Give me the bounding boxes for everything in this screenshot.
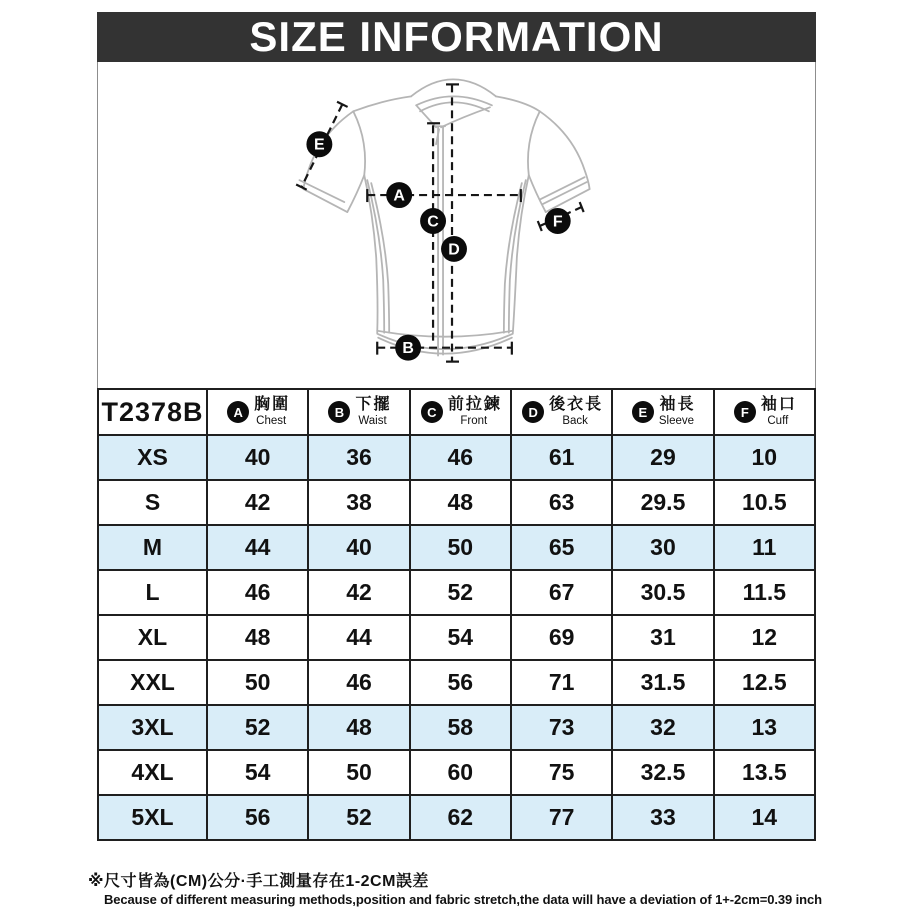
column-label-zh: 前拉鍊 xyxy=(447,396,502,414)
value-cell: 46 xyxy=(207,570,308,615)
value-cell: 36 xyxy=(308,435,409,480)
column-header-e xyxy=(612,389,713,435)
table-row-xl xyxy=(98,615,815,660)
column-header-f xyxy=(714,389,815,435)
value-cell: 52 xyxy=(308,795,409,840)
value-cell: 46 xyxy=(410,435,511,480)
column-label-en: Chest xyxy=(256,414,287,427)
column-header-content xyxy=(309,396,408,427)
value-cell: 50 xyxy=(308,750,409,795)
value-cell: 50 xyxy=(410,525,511,570)
value-cell: 58 xyxy=(410,705,511,750)
size-table xyxy=(97,388,816,841)
value-cell: 56 xyxy=(207,795,308,840)
armhole-right xyxy=(528,111,540,175)
marker-d-badge: D xyxy=(522,401,544,423)
size-cell: 4XL xyxy=(98,750,207,795)
value-cell: 31.5 xyxy=(612,660,713,705)
table-row-m xyxy=(98,525,815,570)
marker-a xyxy=(386,182,412,208)
column-label-zh: 袖口 xyxy=(760,396,797,414)
value-cell: 69 xyxy=(511,615,612,660)
value-cell: 44 xyxy=(207,525,308,570)
column-label-zh: 下擺 xyxy=(355,396,392,414)
column-header-d xyxy=(511,389,612,435)
marker-e-badge: E xyxy=(632,401,654,423)
value-cell: 40 xyxy=(308,525,409,570)
marker-e-letter: E xyxy=(314,136,325,154)
value-cell: 73 xyxy=(511,705,612,750)
column-header-labels xyxy=(254,396,291,427)
column-header-b xyxy=(308,389,409,435)
column-header-labels xyxy=(761,396,795,427)
marker-f-letter: F xyxy=(552,213,563,231)
value-cell: 42 xyxy=(308,570,409,615)
value-cell: 32.5 xyxy=(612,750,713,795)
jersey-diagram xyxy=(97,62,816,390)
marker-f-badge: F xyxy=(734,401,756,423)
value-cell: 10.5 xyxy=(714,480,815,525)
footnote-zh: ※尺寸皆為(CM)公分·手工測量存在1-2CM誤差 xyxy=(88,873,429,890)
marker-c-badge: C xyxy=(421,401,443,423)
value-cell: 52 xyxy=(410,570,511,615)
value-cell: 62 xyxy=(410,795,511,840)
page-title: SIZE INFORMATION xyxy=(249,13,664,60)
marker-e xyxy=(306,131,332,157)
value-cell: 61 xyxy=(511,435,612,480)
column-header-c xyxy=(410,389,511,435)
measure-tick-e-bottom xyxy=(296,185,307,190)
table-row-xs xyxy=(98,435,815,480)
size-cell: XL xyxy=(98,615,207,660)
value-cell: 60 xyxy=(410,750,511,795)
table-row-3xl xyxy=(98,705,815,750)
value-cell: 10 xyxy=(714,435,815,480)
value-cell: 56 xyxy=(410,660,511,705)
value-cell: 71 xyxy=(511,660,612,705)
column-header-a xyxy=(207,389,308,435)
column-label-en: Cuff xyxy=(767,414,789,427)
column-label-en: Sleeve xyxy=(658,414,695,427)
column-header-content xyxy=(411,396,510,427)
size-cell: M xyxy=(98,525,207,570)
value-cell: 12.5 xyxy=(714,660,815,705)
size-cell: XS xyxy=(98,435,207,480)
value-cell: 29 xyxy=(612,435,713,480)
size-cell: 3XL xyxy=(98,705,207,750)
column-label-zh: 胸圍 xyxy=(254,396,291,414)
sleeve-right-under xyxy=(529,175,546,212)
column-header-labels xyxy=(448,396,500,427)
column-header-labels xyxy=(549,396,604,427)
size-cell: L xyxy=(98,570,207,615)
marker-d-letter: D xyxy=(448,241,460,259)
product-code-cell: T2378B xyxy=(98,389,207,435)
sleeve-left-under xyxy=(347,175,364,212)
value-cell: 29.5 xyxy=(612,480,713,525)
value-cell: 32 xyxy=(612,705,713,750)
value-cell: 48 xyxy=(308,705,409,750)
collar-inner-path-1 xyxy=(416,96,492,105)
collar-outer-path xyxy=(411,79,496,96)
table-row-4xl xyxy=(98,750,815,795)
value-cell: 30.5 xyxy=(612,570,713,615)
value-cell: 13.5 xyxy=(714,750,815,795)
value-cell: 31 xyxy=(612,615,713,660)
column-label-en: Back xyxy=(562,414,588,427)
column-label-en: Waist xyxy=(358,414,387,427)
jersey-diagram-svg xyxy=(98,62,815,390)
value-cell: 30 xyxy=(612,525,713,570)
collar-lapel-right xyxy=(441,107,490,127)
size-cell: S xyxy=(98,480,207,525)
column-header-content xyxy=(613,396,712,427)
value-cell: 52 xyxy=(207,705,308,750)
value-cell: 65 xyxy=(511,525,612,570)
table-row-l xyxy=(98,570,815,615)
column-label-en: Front xyxy=(460,414,488,427)
value-cell: 11 xyxy=(714,525,815,570)
table-row-xxl xyxy=(98,660,815,705)
table-row-5xl xyxy=(98,795,815,840)
value-cell: 50 xyxy=(207,660,308,705)
marker-c-letter: C xyxy=(427,213,439,231)
value-cell: 75 xyxy=(511,750,612,795)
value-cell: 33 xyxy=(612,795,713,840)
footnote-en: Because of different measuring methods,position and fabric stretch,the data will have a deviation of 1+-2cm=0.39 inch xyxy=(104,892,822,907)
value-cell: 67 xyxy=(511,570,612,615)
column-header-content xyxy=(715,396,814,427)
marker-d xyxy=(441,236,467,262)
value-cell: 13 xyxy=(714,705,815,750)
shoulder-left-path xyxy=(353,96,411,111)
shoulder-right-path xyxy=(496,96,540,111)
title-bar xyxy=(97,12,816,62)
column-header-labels xyxy=(355,396,392,427)
size-cell: 5XL xyxy=(98,795,207,840)
value-cell: 48 xyxy=(410,480,511,525)
armhole-left xyxy=(353,111,365,175)
collar-inner-path-2 xyxy=(420,102,489,111)
value-cell: 54 xyxy=(207,750,308,795)
column-header-labels xyxy=(659,396,694,427)
value-cell: 40 xyxy=(207,435,308,480)
value-cell: 14 xyxy=(714,795,815,840)
table-body xyxy=(98,435,815,840)
size-cell: XXL xyxy=(98,660,207,705)
header-row xyxy=(98,389,815,435)
marker-b-letter: B xyxy=(402,340,414,358)
column-header-content xyxy=(512,396,611,427)
value-cell: 11.5 xyxy=(714,570,815,615)
value-cell: 54 xyxy=(410,615,511,660)
table-row-s xyxy=(98,480,815,525)
value-cell: 77 xyxy=(511,795,612,840)
marker-b xyxy=(395,335,421,361)
marker-b-badge: B xyxy=(328,401,350,423)
hem-top-line xyxy=(377,331,513,337)
column-label-zh: 袖長 xyxy=(659,396,696,414)
marker-c xyxy=(420,208,446,234)
marker-a-letter: A xyxy=(393,187,405,205)
column-header-content xyxy=(208,396,307,427)
value-cell: 46 xyxy=(308,660,409,705)
value-cell: 42 xyxy=(207,480,308,525)
value-cell: 48 xyxy=(207,615,308,660)
cuff-right-band-2 xyxy=(543,182,587,204)
marker-a-badge: A xyxy=(227,401,249,423)
value-cell: 12 xyxy=(714,615,815,660)
table-head xyxy=(98,389,815,435)
value-cell: 63 xyxy=(511,480,612,525)
column-label-zh: 後衣長 xyxy=(549,396,604,414)
marker-f xyxy=(545,208,571,234)
value-cell: 38 xyxy=(308,480,409,525)
value-cell: 44 xyxy=(308,615,409,660)
